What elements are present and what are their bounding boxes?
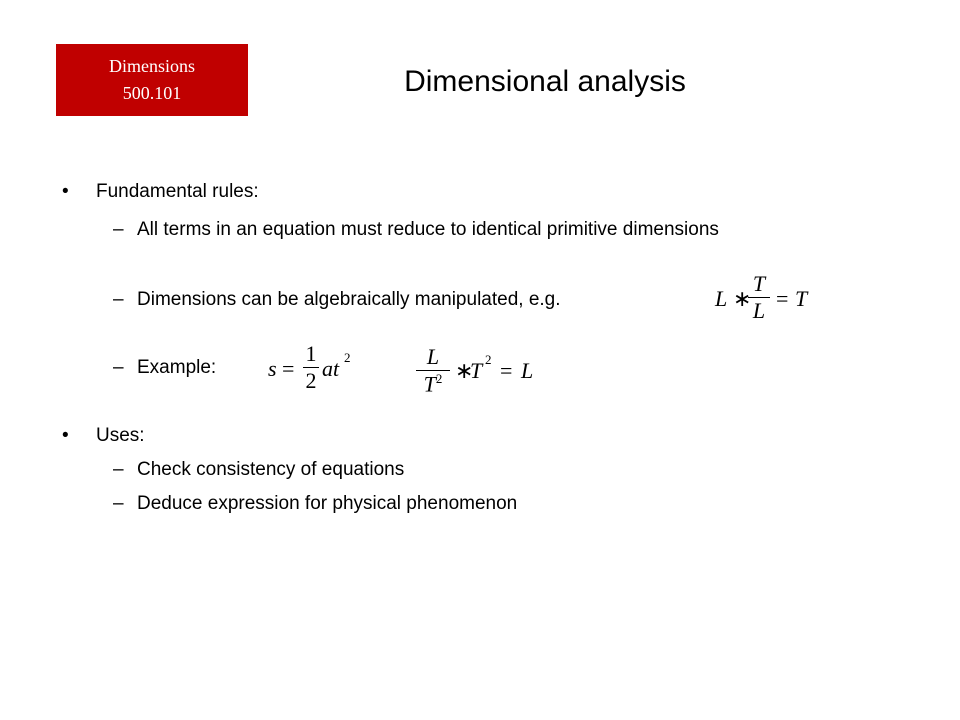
- dash-glyph-2: –: [113, 289, 124, 310]
- eq2-exponent: 2: [344, 350, 351, 365]
- dash-glyph-4: –: [113, 459, 124, 480]
- eq3-rhs: L: [521, 358, 534, 383]
- eq3-mid: T: [470, 358, 483, 383]
- eq1-denominator: L: [752, 298, 766, 323]
- dash-glyph-3: –: [113, 357, 124, 378]
- eq3-fraction: [416, 344, 450, 397]
- eq3-denominator-exponent: 2: [435, 371, 443, 386]
- eq3-numerator: L: [426, 344, 440, 369]
- subitem-check-consistency: Check consistency of equations: [137, 459, 405, 480]
- bullet-glyph-1: •: [62, 181, 69, 202]
- eq3-denominator: [424, 371, 443, 397]
- eq1-lhs: L: [715, 286, 728, 311]
- subitem-algebraic-manipulation: Dimensions can be algebraically manipulated, e.g.: [137, 289, 561, 310]
- bullet-uses: Uses:: [96, 425, 145, 446]
- eq2-numerator: 1: [305, 341, 317, 366]
- subitem-example: Example:: [137, 357, 217, 378]
- eq2-lhs: s: [268, 356, 277, 381]
- eq1-fraction: [748, 271, 770, 324]
- badge-line-1: Dimensions: [108, 56, 195, 76]
- eq1-op: ∗: [733, 286, 752, 311]
- bullet-fundamental-rules: Fundamental rules:: [96, 181, 259, 202]
- subitem-identical-dimensions: All terms in an equation must reduce to identical primitive dimensions: [137, 219, 719, 240]
- dash-glyph-1: –: [113, 219, 124, 240]
- eq1-rhs: T: [795, 286, 808, 311]
- eq2-rhs: at: [322, 356, 340, 381]
- course-badge: [56, 44, 248, 116]
- eq3-denominator-base: T: [423, 371, 436, 397]
- eq1-numerator: T: [752, 271, 766, 296]
- eq2-equals: =: [282, 356, 295, 381]
- dash-glyph-5: –: [113, 493, 124, 514]
- subitem-deduce-expression: Deduce expression for physical phenomenon: [137, 493, 518, 514]
- eq3-mid-exponent: 2: [485, 352, 492, 367]
- badge-line-2: 500.101: [122, 83, 182, 103]
- bullet-glyph-2: •: [62, 425, 69, 446]
- eq3-equals: =: [500, 358, 513, 383]
- eq2-fraction: [303, 341, 319, 394]
- eq2-denominator: 2: [305, 368, 317, 393]
- eq1-equals: =: [776, 286, 789, 311]
- eq3-op: ∗: [455, 358, 474, 383]
- slide-title: Dimensional analysis: [404, 65, 686, 98]
